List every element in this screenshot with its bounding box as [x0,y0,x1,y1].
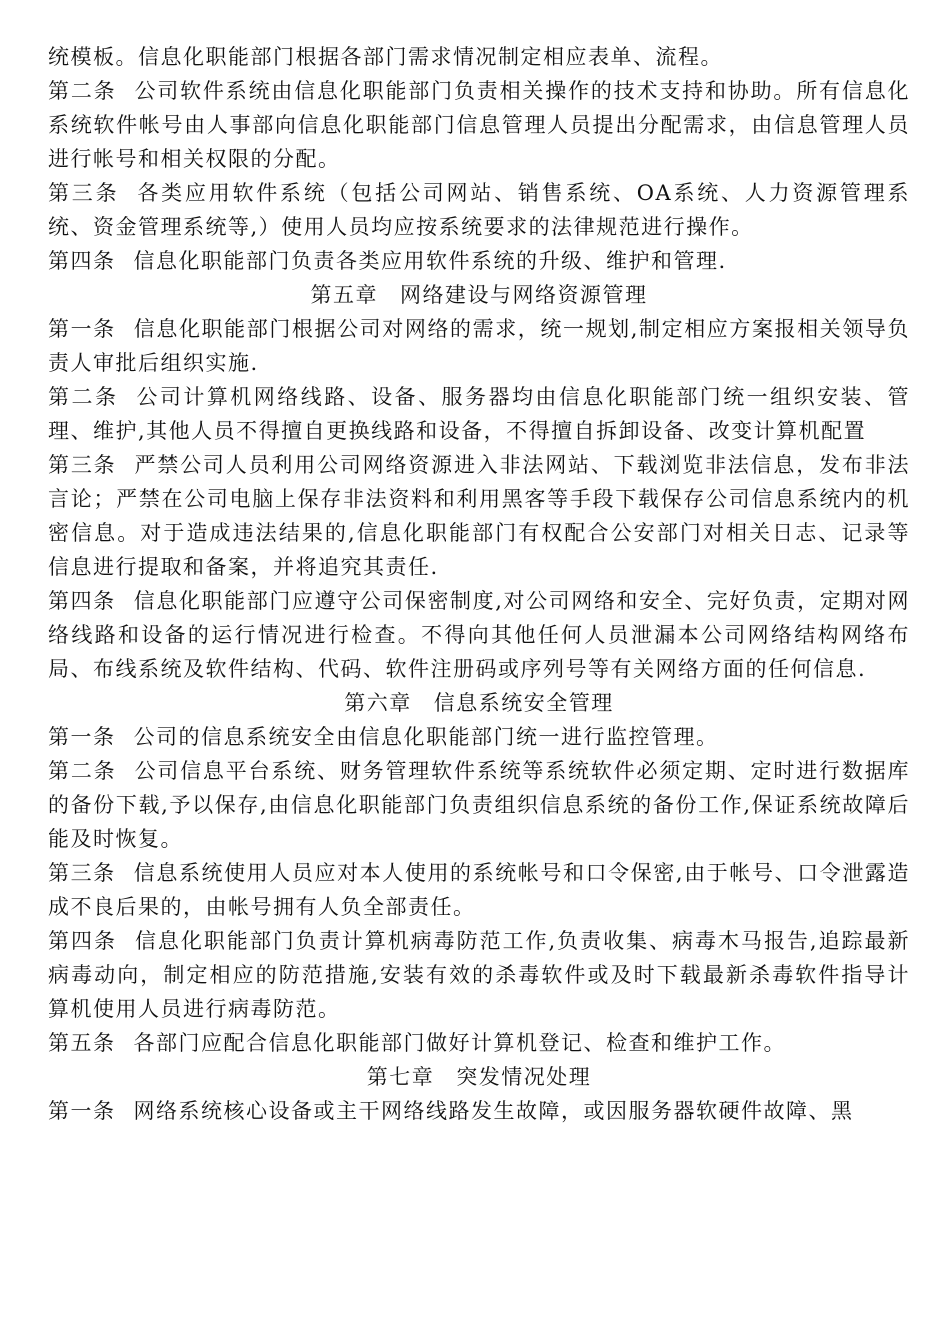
paragraph-text: 信息化职能部门应遵守公司保密制度,对公司网络和安全、完好负责，定期对网络线路和设备的运行情况进行检查。不得向其他任何人员泄漏本公司网络结构网络布局、布线系统及软件结构、代码、软件注册码或序列号等有关网络方面的任何信息. [48,589,910,681]
article-number: 第四条 [48,589,116,613]
paragraph-text: 公司软件系统由信息化职能部门负责相关操作的技术支持和协助。所有信息化系统软件帐号由人事部向信息化职能部门信息管理人员提出分配需求，由信息管理人员进行帐号和相关权限的分配。 [48,79,911,171]
article-number: 第一条 [48,1099,116,1123]
paragraph-text: 信息化职能部门负责计算机病毒防范工作,负责收集、病毒木马报告,追踪最新病毒动向，制定相应的防范措施,安装有效的杀毒软件或及时下载最新杀毒软件指导计算机使用人员进行病毒防范。 [48,929,910,1021]
article-number: 第二条 [48,79,117,103]
article-number: 第一条 [48,725,116,749]
article-paragraph [48,176,910,244]
article-paragraph [48,380,910,448]
paragraph-text: 各部门应配合信息化职能部门做好计算机登记、检查和维护工作。 [133,1031,786,1055]
paragraph-text: 信息系统使用人员应对本人使用的系统帐号和口令保密,由于帐号、口令泄露造成不良后果的，由帐号拥有人负全部责任。 [48,861,910,919]
article-paragraph [48,74,910,176]
article-number: 第四条 [48,929,117,953]
article-number: 第三条 [48,453,117,477]
chapter-number: 第六章 [344,691,412,715]
chapter-heading [48,278,910,312]
article-paragraph [48,720,910,754]
article-paragraph [48,312,910,380]
paragraph-text: 公司的信息系统安全由信息化职能部门统一进行监控管理。 [133,725,719,749]
paragraph-text: 严禁公司人员利用公司网络资源进入非法网站、下载浏览非法信息，发布非法言论；严禁在公司电脑上保存非法资料和利用黑客等手段下载保存公司信息系统内的机密信息。对于造成违法结果的,信息化职能部门有权配合公安部门对相关日志、记录等信息进行提取和备案，并将追究其责任. [48,453,911,579]
article-paragraph [48,754,910,856]
chapter-heading [48,1060,910,1094]
article-number: 第二条 [48,759,117,783]
article-number: 第五条 [48,1031,116,1055]
chapter-number: 第五章 [310,283,378,307]
article-number: 第二条 [48,385,119,409]
chapter-heading [48,686,910,720]
article-paragraph [48,856,910,924]
paragraph-text: 公司信息平台系统、财务管理软件系统等系统软件必须定期、定时进行数据库的备份下载,予以保存,由信息化职能部门负责组织信息系统的备份工作,保证系统故障后能及时恢复。 [48,759,911,851]
chapter-number: 第七章 [366,1065,435,1089]
paragraph-text: 公司计算机网络线路、设备、服务器均由信息化职能部门统一组织安装、管理、维护,其他人员不得擅自更换线路和设备，不得擅自拆卸设备、改变计算机配置 [48,385,911,443]
article-paragraph [48,584,910,686]
article-paragraph [48,448,910,584]
paragraph-text: 信息化职能部门根据公司对网络的需求，统一规划,制定相应方案报相关领导负责人审批后组织实施. [48,317,910,375]
paragraph-text: 网络系统核心设备或主干网络线路发生故障，或因服务器软硬件故障、黑 [133,1099,854,1123]
article-number: 第三条 [48,861,116,885]
paragraph-text: 各类应用软件系统（包括公司网站、销售系统、OA系统、人力资源管理系统、资金管理系统等,）使用人员均应按系统要求的法律规范进行操作。 [48,181,910,239]
chapter-title: 信息系统安全管理 [433,691,614,715]
article-paragraph [48,244,910,278]
article-number: 第四条 [48,249,116,273]
paragraph-text: 统模板。信息化职能部门根据各部门需求情况制定相应表单、流程。 [48,45,723,69]
chapter-title: 突发情况处理 [456,1065,592,1089]
article-paragraph [48,1026,910,1060]
chapter-title: 网络建设与网络资源管理 [400,283,648,307]
article-paragraph [48,1094,910,1128]
article-paragraph [48,924,910,1026]
paragraph-continuation [48,40,910,74]
article-number: 第一条 [48,317,116,341]
article-number: 第三条 [48,181,120,205]
paragraph-text: 信息化职能部门负责各类应用软件系统的升级、维护和管理. [133,249,727,273]
